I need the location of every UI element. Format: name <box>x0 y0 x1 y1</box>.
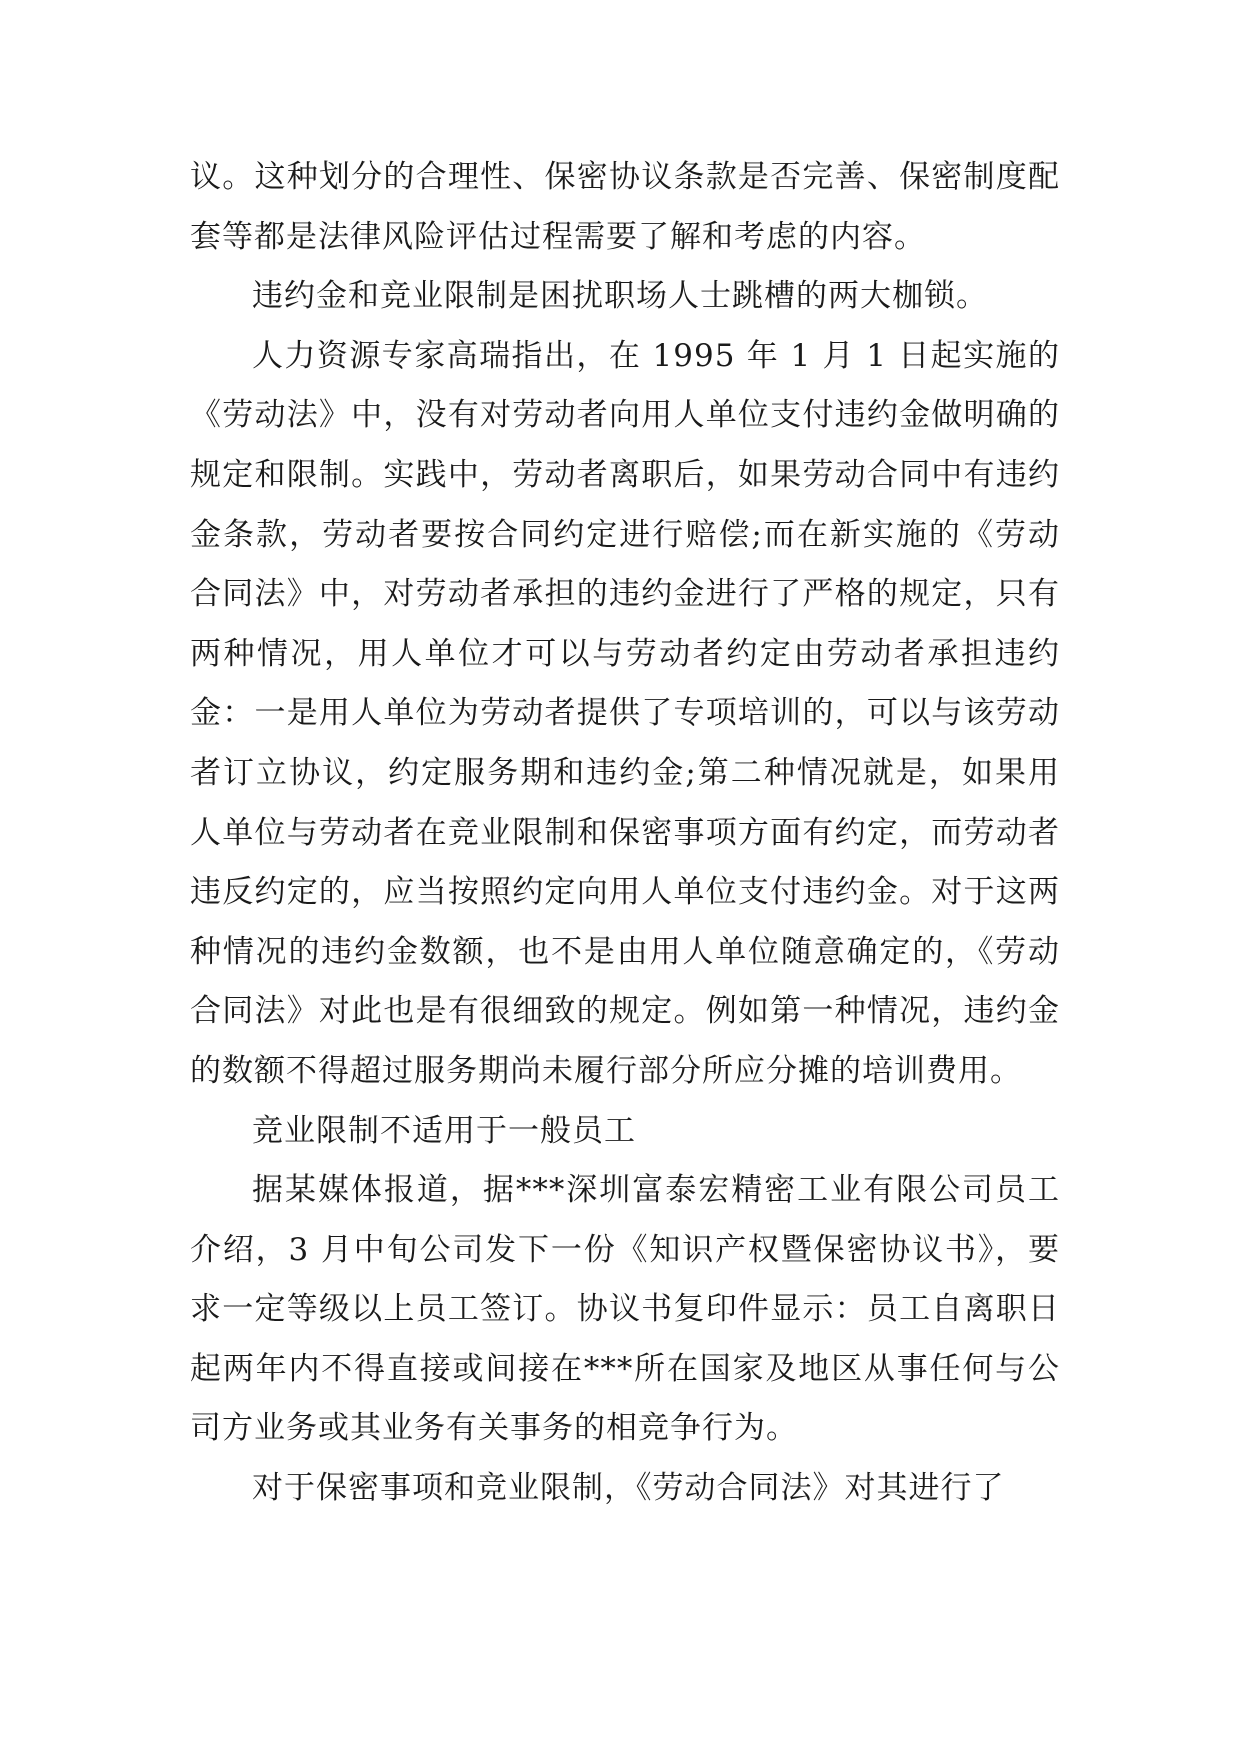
paragraph-2: 违约金和竞业限制是困扰职场人士跳槽的两大枷锁。 <box>252 278 988 315</box>
document-body <box>190 148 1060 1519</box>
paragraph-5: 据某媒体报道，据***深圳富泰宏精密工业有限公司员工介绍，3 月中旬公司发下一份《知识产权暨保密协议书》，要求一定等级以上员工签订。协议书复印件显示：员工自离职日起两年内不得直接或间接在***所在国家及地区从事任何与公司方业务或其业务有关事务的相竞争行为。 <box>190 1172 1060 1447</box>
paragraph-4-heading: 竞业限制不适用于一般员工 <box>252 1112 636 1149</box>
paragraph-1: 议。这种划分的合理性、保密协议条款是否完善、保密制度配套等都是法律风险评估过程需要了解和考虑的内容。 <box>190 159 1060 255</box>
paragraph-3: 人力资源专家高瑞指出，在 1995 年 1 月 1 日起实施的《劳动法》中，没有对劳动者向用人单位支付违约金做明确的规定和限制。实践中，劳动者离职后，如果劳动合同中有违约金条款，劳动者要按合同约定进行赔偿;而在新实施的《劳动合同法》中，对劳动者承担的违约金进行了严格的规定，只有两种情况，用人单位才可以与劳动者约定由劳动者承担违约金：一是用人单位为劳动者提供了专项培训的，可以与该劳动者订立协议，约定服务期和违约金;第二种情况就是，如果用人单位与劳动者在竞业限制和保密事项方面有约定，而劳动者违反约定的，应当按照约定向用人单位支付违约金。对于这两种情况的违约金数额，也不是由用人单位随意确定的，《劳动合同法》对此也是有很细致的规定。例如第一种情况，违约金的数额不得超过服务期尚未履行部分所应分摊的培训费用。 <box>190 337 1060 1089</box>
paragraph-6: 对于保密事项和竞业限制，《劳动合同法》对其进行了 <box>252 1470 1005 1507</box>
